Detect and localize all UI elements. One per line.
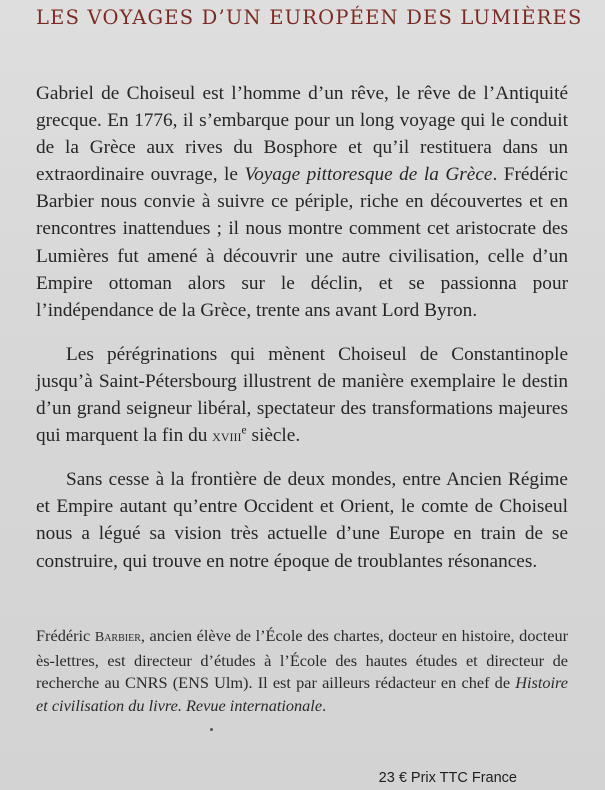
author-bio-text [36, 625, 568, 717]
page-title: LES VOYAGES D’UN EUROPÉEN DES LUMIÈRES [36, 6, 583, 29]
paragraph-2 [36, 341, 568, 449]
paragraph-1 [36, 80, 568, 324]
century-superscript: e [241, 423, 247, 437]
author-bio-text-a: , ancien élève de l’École des chartes, docteur en histoire, docteur ès-lettres, est directeur d’études à l’École des hautes études et directeur de recherche au CNRS (ENS Ulm). Il est par ailleurs rédacteur en chef de [36, 626, 569, 692]
price-label: 23 € Prix TTC France [378, 770, 517, 786]
author-last-name: Barbier [94, 630, 141, 645]
author-bio [36, 625, 568, 717]
journal-title-italic: Histoire et civilisation du livre. Revue internationale [36, 673, 568, 715]
paragraph-2-text-a: Les pérégrinations qui mènent Choiseul de Constantinople jusqu’à Saint-Pétersbourg illustrent de manière exemplaire le destin d’un grand seigneur libéral, spectateur des transformations majeures qui marquent la fin du [36, 343, 568, 447]
paragraph-2-text-b: siècle. [246, 425, 301, 447]
book-title-italic: Voyage pittoresque de la Grèce [244, 164, 493, 186]
paragraph-1-text-a: Gabriel de Choiseul est l’homme d’un rêve, le rêve de l’Antiquité grecque. En 1776, il s’embarque pour un long voyage qui le conduit de la Grèce aux rives du Bosphore et qu’il restituera dans un extraordinaire ouvrage, le [36, 83, 568, 186]
print-speck [210, 728, 213, 731]
author-first-name: Frédéric [36, 626, 95, 645]
paragraph-1-text-b: . Frédéric Barbier nous convie à suivre ce périple, riche en découvertes et en rencontres inattendues ; il nous montre comment cet aristocrate des Lumières fut amené à découvrir une autre civilisation, celle d’un Empire ottoman alors sur le déclin, et se passionna pour l’indépendance de la Grèce, trente ans avant Lord Byron. [36, 164, 568, 321]
author-bio-text-b: . [322, 695, 327, 715]
century-numeral: xviii [212, 426, 242, 446]
synopsis [36, 80, 568, 575]
paragraph-3: Sans cesse à la frontière de deux mondes, entre Ancien Régime et Empire autant qu’entre Occident et Orient, le comte de Choiseul nous a légué sa vision très actuelle d’une Europe en train de se construire, qui trouve en notre époque de troublantes résonances. [36, 469, 568, 572]
